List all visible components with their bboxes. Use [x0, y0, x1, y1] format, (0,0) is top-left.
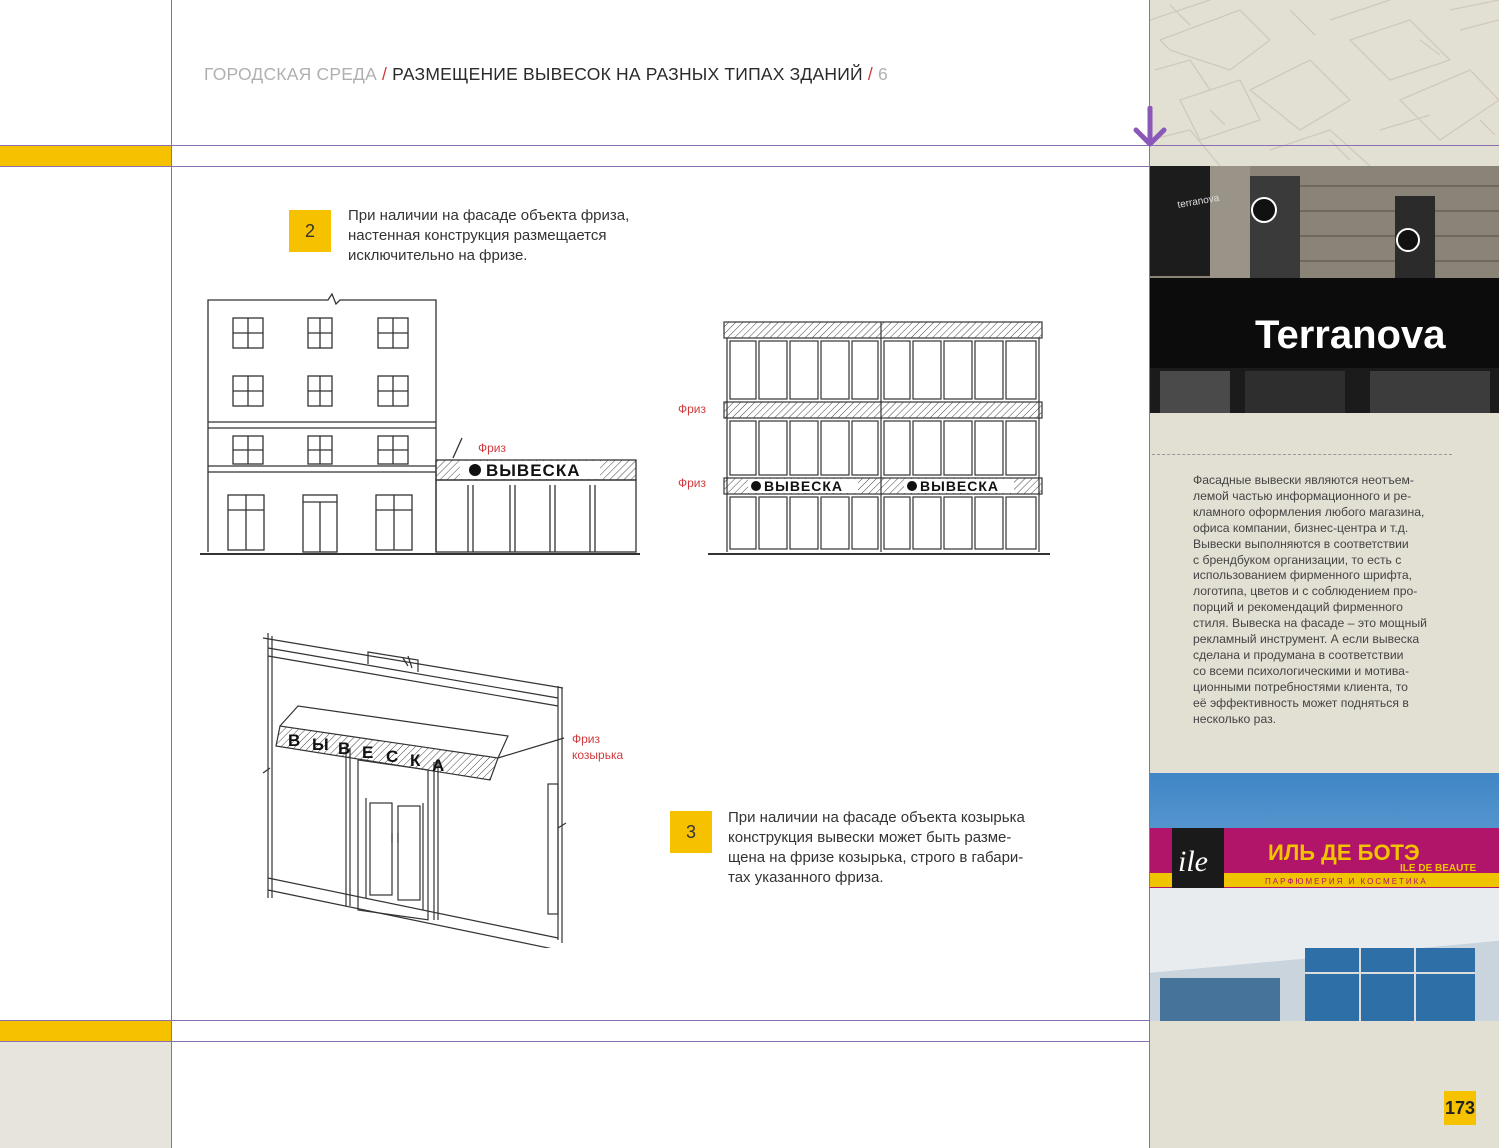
text-line: ционными потребностями клиента, то: [1193, 679, 1408, 694]
sign-label: ВЫВЕСКА: [920, 478, 1000, 494]
sign-label: ВЫВЕСКА: [486, 461, 581, 480]
left-margin: [0, 0, 171, 1148]
sidebar-divider: [1152, 454, 1452, 455]
canopy-letter: А: [432, 756, 445, 775]
photo-terranova: [1150, 166, 1499, 413]
friz-canopy-label: Фриз: [572, 732, 601, 746]
text-line: кламного оформления любого магазина,: [1193, 504, 1425, 519]
ile-tag: ПАРФЮМЕРИЯ И КОСМЕТИКА: [1265, 877, 1428, 886]
text-line: исключительно на фризе.: [348, 247, 528, 264]
item-2-text: [348, 206, 629, 266]
ile-sub: ILE DE BEAUTE: [1400, 863, 1477, 874]
text-line: Вывески выполняются в соответствии: [1193, 536, 1409, 551]
text-line: При наличии на фасаде объекта фриза,: [348, 207, 630, 224]
page-header: [204, 64, 888, 85]
text-line: тах указанного фриза.: [728, 869, 884, 886]
sidebar-text: [1193, 473, 1455, 728]
header-number: 6: [877, 64, 888, 84]
yellow-bar-top: [0, 146, 171, 166]
text-line: логотипа, цветов и с соблюдением про-: [1193, 584, 1418, 599]
ile-de-beaute-facade: [1150, 773, 1499, 1021]
drawing-glass-building: [672, 315, 1057, 565]
sign-label: ВЫВЕСКА: [764, 478, 844, 494]
canopy-letter: Ы: [312, 735, 329, 754]
header-sep: /: [867, 64, 873, 84]
header-section: ГОРОДСКАЯ СРЕДА: [204, 64, 377, 84]
friz-label: Фриз: [678, 476, 707, 490]
drawing-building-friz: [198, 290, 643, 560]
text-line: конструкция вывески может быть разме-: [728, 829, 1012, 846]
terranova-facade: [1150, 166, 1499, 413]
text-line: стиля. Вывеска на фасаде – это мощный: [1193, 616, 1427, 631]
text-line: её эффективность может подняться в: [1193, 695, 1409, 710]
canopy-letter: К: [410, 751, 421, 770]
text-line: офиса компании, бизнес-центра и т.д.: [1193, 520, 1409, 535]
friz-label: Фриз: [478, 441, 507, 455]
header-title: РАЗМЕЩЕНИЕ ВЫВЕСОК НА РАЗНЫХ ТИПАХ ЗДАНИЙ: [392, 64, 863, 84]
canopy-letter: Е: [362, 743, 374, 762]
canopy-letter: В: [338, 739, 351, 758]
text-line: с брендбуком организации, то есть с: [1193, 552, 1402, 567]
canopy-letter: В: [288, 731, 301, 750]
text-line: щена на фризе козырька, строго в габари-: [728, 849, 1024, 866]
text-line: рекламный инструмент. А если вывеска: [1193, 632, 1420, 647]
text-line: настенная конструкция размещается: [348, 227, 607, 244]
drawing-canopy-friz: [258, 628, 638, 948]
header-sep: /: [382, 64, 388, 84]
rule-bot-1: [0, 1020, 1150, 1021]
ile-logo: ile: [1178, 845, 1208, 878]
ile-brand: ИЛЬ ДЕ БОТЭ: [1268, 840, 1420, 865]
text-line: сделана и продумана в соответствии: [1193, 647, 1404, 662]
text-line: со всеми психологическими и мотива-: [1193, 663, 1410, 678]
rule-top-2: [0, 166, 1150, 167]
friz-label: Фриз: [678, 402, 707, 416]
arrow-down-icon: [1130, 106, 1170, 148]
text-line: Фасадные вывески являются неотъем-: [1193, 473, 1414, 487]
yellow-bar-bottom: [0, 1021, 171, 1041]
friz-canopy-label: козырька: [572, 748, 624, 762]
left-bottom-panel: [0, 1042, 171, 1148]
terranova-small: terranova: [1176, 192, 1221, 211]
terranova-brand: Terranova: [1255, 313, 1446, 357]
rule-top-1: [0, 145, 1499, 146]
text-line: порций и рекомендаций фирменного: [1193, 600, 1403, 615]
rule-bot-2: [0, 1041, 1150, 1042]
item-number-badge: 2: [289, 210, 331, 252]
page-number: 173: [1444, 1091, 1476, 1125]
photo-ile-de-beaute: [1150, 773, 1499, 1021]
text-line: лемой частью информационного и ре-: [1193, 488, 1412, 503]
text-line: несколько раз.: [1193, 711, 1277, 726]
item-3-text: [728, 808, 1025, 888]
canopy-letter: С: [386, 747, 399, 766]
map-pattern: [1150, 0, 1499, 166]
item-number-badge: 3: [670, 811, 712, 853]
text-line: При наличии на фасаде объекта козырька: [728, 809, 1025, 826]
vertical-rule-left: [171, 0, 172, 1148]
text-line: использованием фирменного шрифта,: [1193, 568, 1412, 583]
